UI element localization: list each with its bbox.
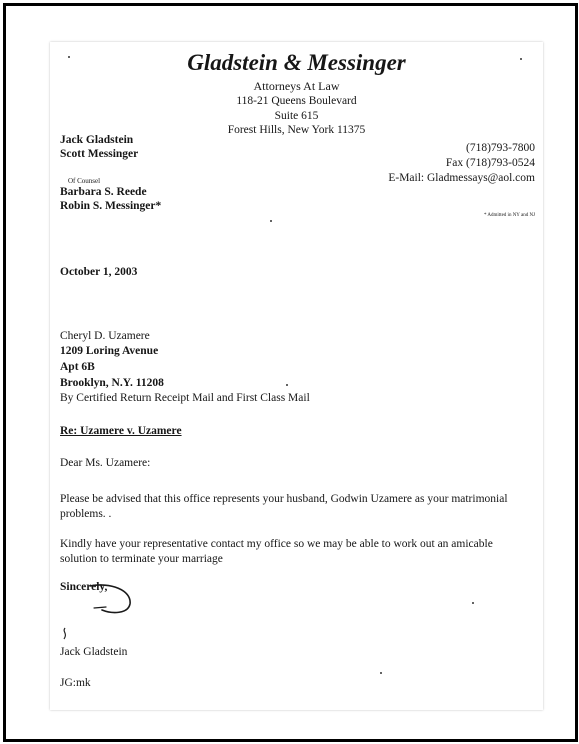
of-counsel-label: Of Counsel (68, 177, 101, 185)
scan-speck (68, 56, 70, 58)
partner-2: Scott Messinger (60, 148, 139, 160)
address-line-3: Forest Hills, New York 11375 (227, 124, 366, 136)
scan-speck (520, 58, 522, 60)
scan-speck (472, 602, 474, 604)
signer-name: Jack Gladstein (60, 646, 128, 658)
closing: Sincerely, (60, 581, 108, 593)
paragraph-1-line-2: problems. . (60, 508, 112, 520)
paragraph-2-line-2: solution to terminate your marriage (60, 553, 223, 565)
salutation: Dear Ms. Uzamere: (60, 457, 151, 469)
letter-date: October 1, 2003 (60, 266, 138, 278)
letter-page (50, 42, 543, 710)
typist-initials: JG:mk (60, 677, 91, 689)
counsel-1: Barbara S. Reede (60, 186, 147, 198)
fax: Fax (718)793-0524 (445, 157, 535, 169)
image-frame (3, 3, 578, 742)
recipient-street: 1209 Loring Avenue (60, 345, 159, 357)
scan-speck (286, 384, 288, 386)
scan-speck (270, 220, 272, 222)
partner-1: Jack Gladstein (60, 134, 134, 146)
paragraph-2-line-1: Kindly have your representative contact my office so we may be able to work out an amicable (60, 538, 493, 550)
recipient-name: Cheryl D. Uzamere (60, 330, 150, 342)
address-line-2: Suite 615 (274, 110, 319, 122)
delivery-method: By Certified Return Receipt Mail and First Class Mail (60, 392, 310, 404)
address-line-1: 118-21 Queens Boulevard (236, 95, 357, 107)
signature-icon (80, 580, 140, 624)
scan-speck (380, 672, 382, 674)
firm-subtitle: Attorneys At Law (253, 79, 340, 93)
firm-name: Gladstein & Messinger (187, 50, 406, 75)
signature-mark-icon (60, 627, 70, 641)
counsel-2: Robin S. Messinger* (60, 200, 162, 212)
recipient-city: Brooklyn, N.Y. 11208 (60, 377, 164, 389)
recipient-apt: Apt 6B (60, 361, 95, 373)
email: E-Mail: Gladmessays@aol.com (388, 172, 535, 184)
phone: (718)793-7800 (466, 142, 535, 154)
paragraph-1-line-1: Please be advised that this office represents your husband, Godwin Uzamere as your matrimonial (60, 493, 508, 505)
subject-line: Re: Uzamere v. Uzamere (60, 425, 182, 437)
admission-note: * Admitted in NY and NJ (483, 213, 535, 218)
